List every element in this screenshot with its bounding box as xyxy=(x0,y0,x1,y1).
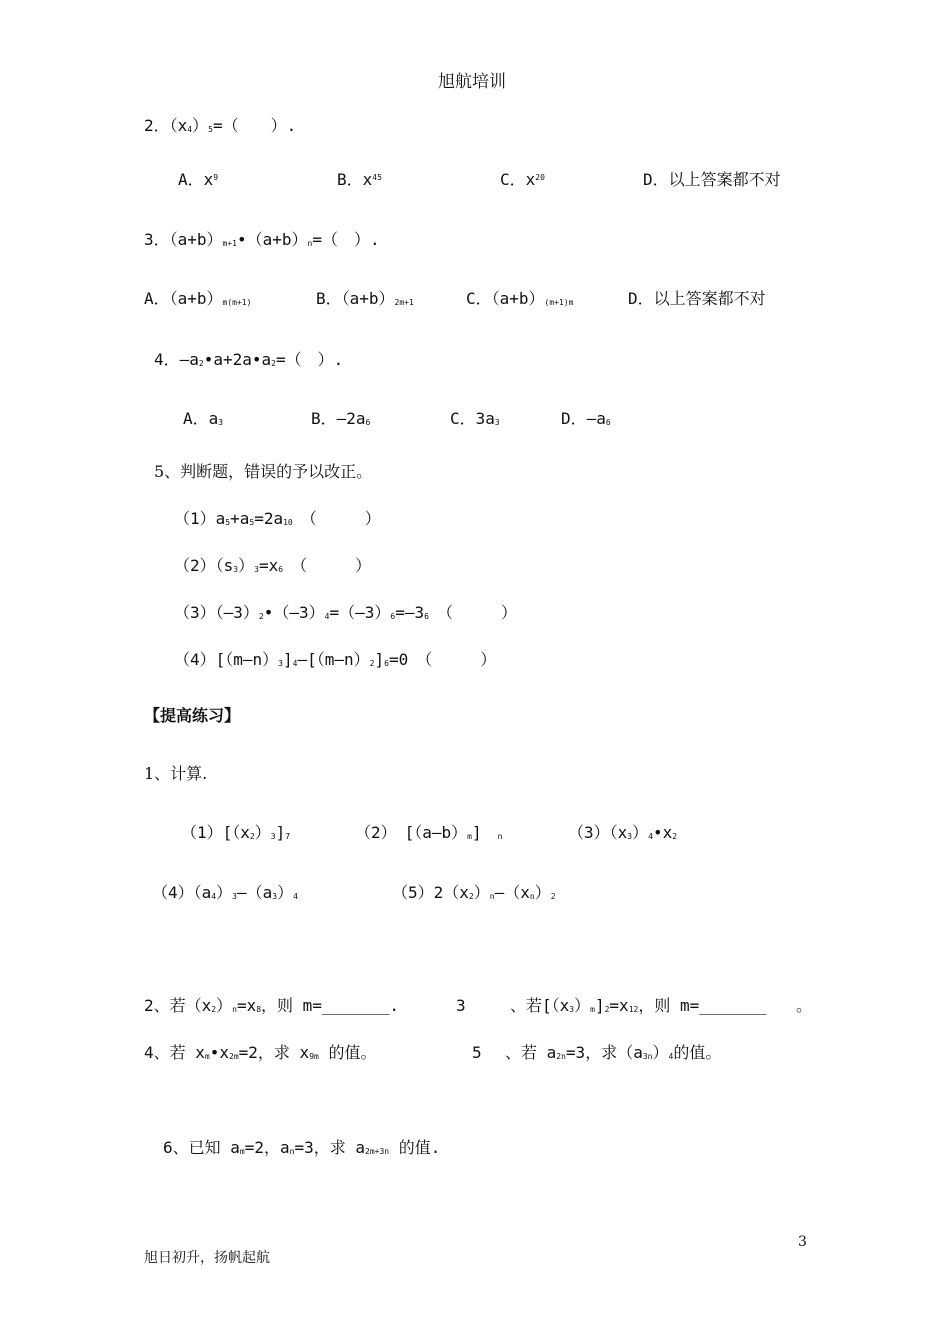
problem-6: 6、已知 $a_m=2$，$a_n=3$，求 $a_{2m+3n}$ 的值. xyxy=(163,1138,441,1157)
question-4-option-b: B．$—2a_6$ xyxy=(311,409,371,428)
section-heading-advanced: 【提高练习】 xyxy=(144,706,241,725)
problem-5: 、若 $a_{2n}=3$，求$(a_{3n})_4$的值。 xyxy=(505,1043,722,1062)
question-4-option-c: C．$3a_3$ xyxy=(450,409,500,428)
calc-item-4: $(4)(a_4)_3—(a_3)_4$ xyxy=(152,883,298,902)
question-4-option-a: A．$a_3$ xyxy=(183,409,224,428)
calc-item-1: $(1)[(x_2)_3]_7$ xyxy=(181,823,291,842)
question-5-title: 5、判断题，错误的予以改正。 xyxy=(154,462,373,481)
page-header-title: 旭航培训 xyxy=(438,72,506,92)
calc-item-2: （2） $[(a—b)_m]$ $_n$ xyxy=(355,823,503,842)
footer-slogan: 旭日初升，扬帆起航 xyxy=(144,1250,270,1266)
question-4-stem: 4．$—a_2•a+2a•a_2=$（ ）. xyxy=(154,350,344,369)
question-3-option-d: D．以上答案都不对 xyxy=(628,289,766,308)
problem-3: 、若$[(x_3)_m]_2=x_{12}$，则 m=_______ xyxy=(510,996,767,1015)
page-number: 3 xyxy=(798,1234,807,1250)
problem-5-number: 5 xyxy=(472,1043,482,1062)
judgment-item-3: $(3)(—3)_2•(—3)_4=(—3)_6=—3_6$ （ ） xyxy=(174,603,517,622)
judgment-item-1: $(1)a_5+a_5=2a_{10}$ （ ） xyxy=(174,509,381,528)
problem-3-number: 3 xyxy=(456,996,466,1015)
problem-2: 2、若$(x_2)_n=x_8$，则 m=_______. xyxy=(144,996,400,1015)
question-2-option-d: D．以上答案都不对 xyxy=(643,170,781,189)
question-3-option-c: C．$(a+b)_{(m+1)m}$ xyxy=(466,289,574,308)
calc-item-3: $(3)(x_3)_4•x_2$ xyxy=(568,823,678,842)
question-3-option-b: B．$(a+b)_{2m+1}$ xyxy=(316,289,414,308)
calc-title: 1、计算. xyxy=(144,764,208,783)
question-3-stem: 3．$(a+b)_{m+1}•(a+b)_n=$（ ）. xyxy=(144,230,380,249)
question-2-option-c: C．$x^{20}$ xyxy=(500,170,545,189)
problem-4: 4、若 $x_m•x_{2m}=2$，求 $x_{9m}$ 的值。 xyxy=(144,1043,377,1062)
question-4-option-d: D．$—a_6$ xyxy=(561,409,611,428)
problem-3-end: 。 xyxy=(796,996,813,1015)
question-2-option-b: B．$x^{45}$ xyxy=(337,170,382,189)
judgment-item-2: $(2)(s_3)_3=x_6$ （ ） xyxy=(174,556,372,575)
judgment-item-4: $(4)[(m—n)_3]_4—[(m—n)_2]_6=0$ （ ） xyxy=(174,650,497,669)
question-2-stem: 2．$(x_4)_5=$（ ）. xyxy=(144,116,297,135)
question-2-option-a: A．$x^9$ xyxy=(178,170,219,189)
calc-item-5: $(5)2(x_2)_n—(x_n)_2$ xyxy=(392,883,556,902)
question-3-option-a: A．$(a+b)_{m(m+1)}$ xyxy=(144,289,252,308)
